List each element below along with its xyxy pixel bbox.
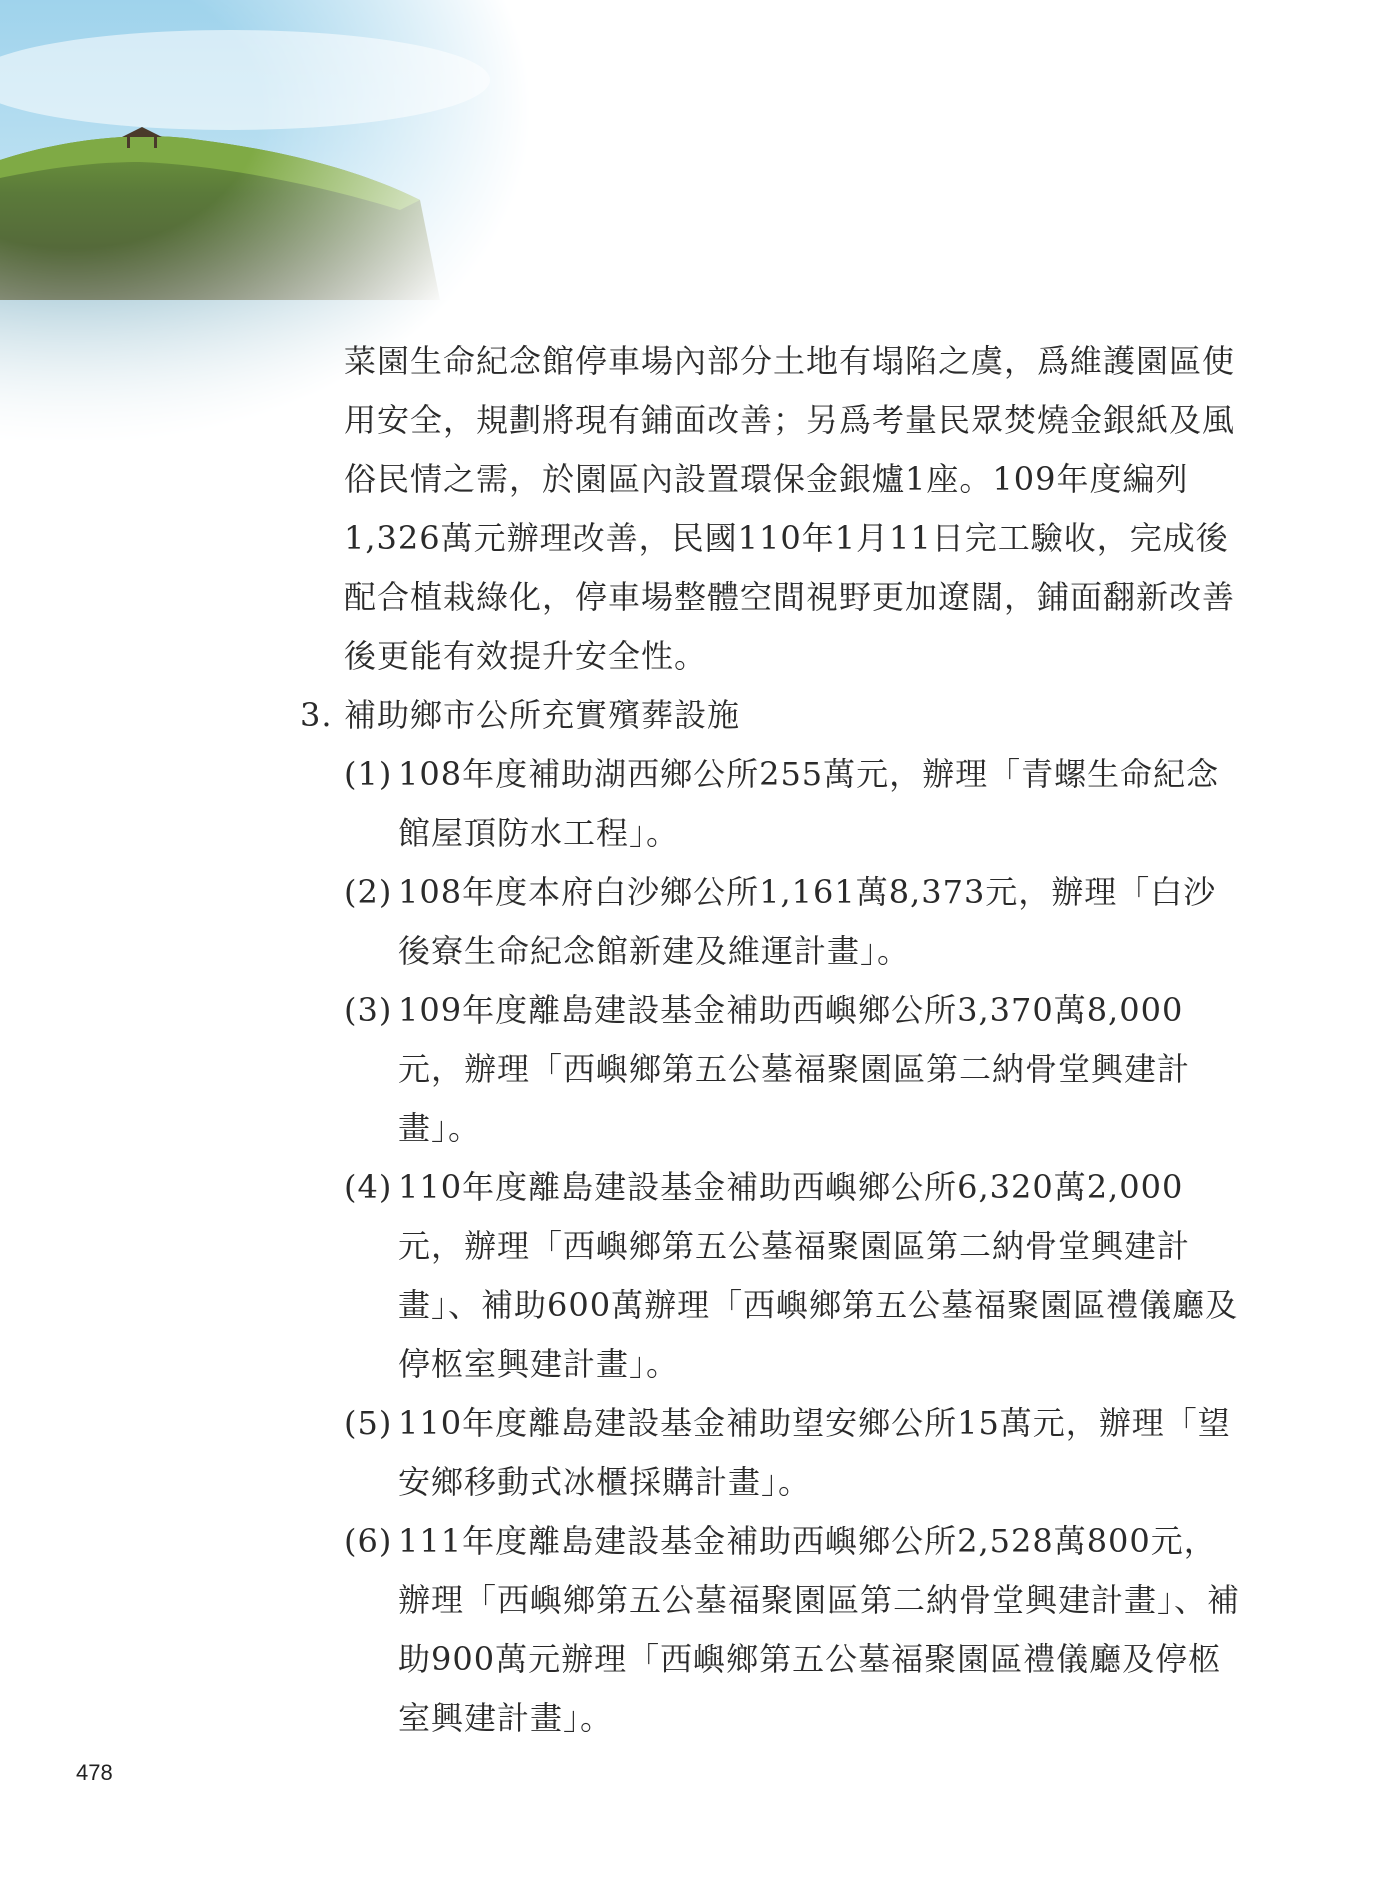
section-number: 3. xyxy=(300,696,333,734)
list-item xyxy=(300,745,1240,863)
page-number: 478 xyxy=(76,1760,113,1785)
list-item xyxy=(300,863,1240,981)
section-heading xyxy=(300,686,1240,745)
list-item xyxy=(300,1158,1240,1394)
section-title: 補助鄉市公所充實殯葬設施 xyxy=(344,696,741,734)
item-text: 109年度離島建設基金補助西嶼鄉公所3,370萬8,000元，辦理「西嶼鄉第五公墓福聚園區第二納骨堂興建計畫」。 xyxy=(398,991,1191,1147)
item-text: 110年度離島建設基金補助望安鄉公所15萬元，辦理「望安鄉移動式冰櫃採購計畫」。 xyxy=(398,1404,1231,1501)
item-number: (1) xyxy=(344,755,393,793)
item-text: 108年度本府白沙鄉公所1,161萬8,373元，辦理「白沙後寮生命紀念館新建及維運計畫」。 xyxy=(398,873,1217,970)
item-text: 111年度離島建設基金補助西嶼鄉公所2,528萬800元，辦理「西嶼鄉第五公墓福聚園區第二納骨堂興建計畫」、補助900萬元辦理「西嶼鄉第五公墓福聚園區禮儀廳及停柩室興建計畫」。 xyxy=(398,1522,1241,1737)
item-number: (4) xyxy=(344,1168,393,1206)
document-body xyxy=(300,332,1240,1748)
item-number: (6) xyxy=(344,1522,393,1560)
item-number: (5) xyxy=(344,1404,393,1442)
intro-paragraph: 菜園生命紀念館停車場內部分土地有塌陷之虞，爲維護園區使用安全，規劃將現有鋪面改善；另爲考量民眾焚燒金銀紙及風俗民情之需，於園區內設置環保金銀爐1座。109年度編列1,326萬元辦理改善，民國110年1月11日完工驗收，完成後配合植栽綠化，停車場整體空間視野更加遼闊，鋪面翻新改善後更能有效提升安全性。 xyxy=(344,342,1236,675)
item-text: 108年度補助湖西鄉公所255萬元，辦理「青螺生命紀念館屋頂防水工程」。 xyxy=(398,755,1220,852)
item-number: (3) xyxy=(344,991,393,1029)
list-item xyxy=(300,1394,1240,1512)
item-number: (2) xyxy=(344,873,393,911)
item-text: 110年度離島建設基金補助西嶼鄉公所6,320萬2,000元，辦理「西嶼鄉第五公墓福聚園區第二納骨堂興建計畫」、補助600萬辦理「西嶼鄉第五公墓福聚園區禮儀廳及停柩室興建計畫」。 xyxy=(398,1168,1239,1383)
list-item xyxy=(300,981,1240,1158)
list-item xyxy=(300,1512,1240,1748)
